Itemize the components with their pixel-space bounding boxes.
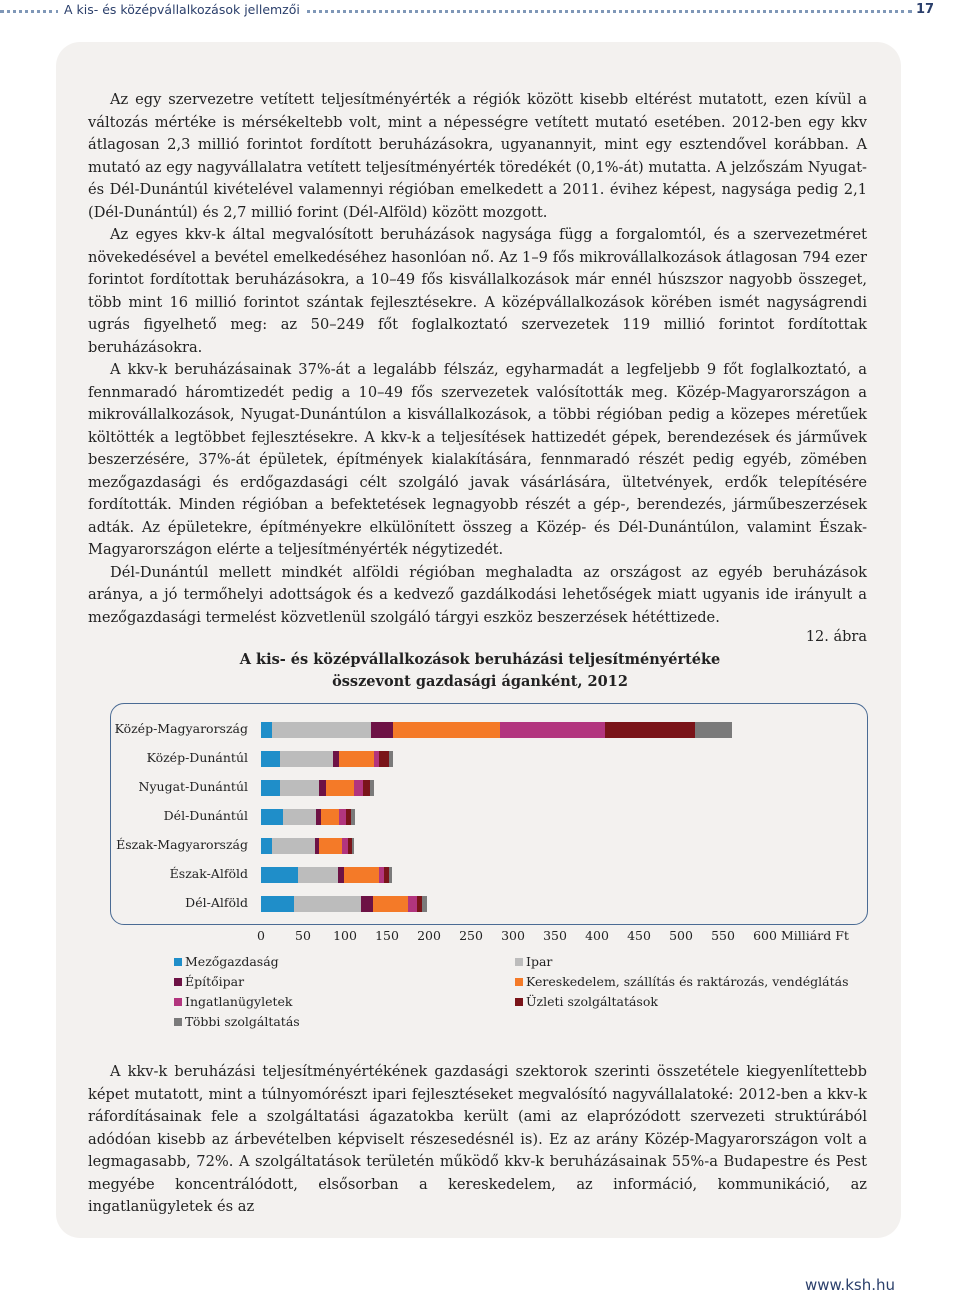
- category-label: Nyugat-Dunántúl: [138, 779, 248, 794]
- legend-item: [174, 974, 244, 989]
- legend-label: Többi szolgáltatás: [185, 1014, 300, 1029]
- legend-swatch: [174, 1018, 182, 1026]
- legend-item: [515, 954, 552, 969]
- bar-segment: [283, 809, 317, 825]
- bar-segment: [370, 780, 374, 796]
- x-tick-label: 400: [585, 928, 609, 943]
- bar-segment: [352, 838, 355, 854]
- category-label: Észak-Alföld: [169, 866, 248, 881]
- legend-swatch: [174, 998, 182, 1006]
- x-tick-label: 150: [375, 928, 399, 943]
- bar-segment: [280, 780, 319, 796]
- bar-segment: [261, 809, 283, 825]
- category-label: Észak-Magyarország: [116, 837, 248, 852]
- x-axis-unit: Milliárd Ft: [781, 928, 849, 943]
- bar-segment: [363, 780, 371, 796]
- legend-label: Üzleti szolgáltatások: [526, 994, 658, 1009]
- running-header-title: A kis- és középvállalkozások jellemzői: [58, 0, 306, 20]
- category-label: Közép-Dunántúl: [146, 750, 248, 765]
- legend-swatch: [174, 978, 182, 986]
- bar-segment: [319, 838, 342, 854]
- category-label: Dél-Dunántúl: [163, 808, 248, 823]
- legend-label: Mezőgazdaság: [185, 954, 279, 969]
- legend-label: Ipar: [526, 954, 553, 969]
- bar-segment: [326, 780, 355, 796]
- legend-label: Kereskedelem, szállítás és raktározás, vendéglátás: [526, 974, 849, 989]
- legend-label: Ingatlanügyletek: [185, 994, 293, 1009]
- bar-segment: [261, 780, 280, 796]
- page-number: 17: [912, 0, 938, 20]
- bar-segment: [272, 722, 371, 738]
- x-tick-label: 350: [543, 928, 567, 943]
- bar-segment: [389, 751, 393, 767]
- x-tick-label: 100: [333, 928, 357, 943]
- bar-segment: [351, 809, 355, 825]
- legend-item: [174, 994, 292, 1009]
- bar-segment: [389, 867, 392, 883]
- bar-segment: [422, 896, 427, 912]
- paragraph-1: Az egy szervezetre vetített teljesítményérték a régiók között kisebb eltérést mutatott, ezen kívül a változás mértéke is mérsékeltebb volt, mint a népességre vetített mutató esetében. 2012-ben egy kkv átlagosan 2,3 millió forintot fordított beruházásokra, ugyanannyit, mint egy esztendővel korábban. A mutató az egy nagyvállalatra vetített teljesítményérték töredékét (0,1%-át) mutatta. A jelzőszám Nyugat- és Dél-Dunántúl kivételével valamennyi régióban emelkedett a 2011. évihez képest, nagysága pedig 2,1 (Dél-Dunántúl) és 2,7 millió forint (Dél-Alföld) között mozgott.: [88, 91, 867, 221]
- x-tick-label: 300: [501, 928, 525, 943]
- bar-segment: [280, 751, 333, 767]
- bar-segment: [319, 780, 326, 796]
- bar-segment: [695, 722, 732, 738]
- paragraph-3: A kkv-k beruházásainak 37%-át a legalább félszáz, egyharmadát a legfeljebb 9 főt foglalkoztató, a fennmaradó háromtizedét pedig a 10–49 fős szervezetek valósították meg. Közép-Magyarországon a mikrovállalkozások, Nyugat-Dunántúlon a kisvállalkozások, a többi régióban pedig a közepes méretűek költötték a legtöbbet fejlesztésekre. A kkv-k a teljesítések hattizedét gépek, berendezések és járművek beszerzésére, 37%-át épületek, építmények kialakítására, fennmaradó részét pedig egyéb, zömében mezőgazdasági és erdőgazdasági célt szolgáló javak vásárlására, ültetvények, erdők telepítésére fordították. Minden régióban a befektetések legnagyobb részét a gép-, berendezés, járműbeszerzések adták. Az épületekre, építményekre elkülönített összeg a Közép- és Dél-Dunántúlon, valamint Észak-Magyarországon elérte a teljesítményérték négytizedét.: [88, 361, 867, 558]
- legend-item: [174, 1014, 300, 1029]
- header-dots-left: [0, 10, 60, 13]
- paragraph-4: Dél-Dunántúl mellett mindkét alföldi régióban meghaladta az országost az egyéb beruházások aránya, a jó termőhelyi adottságok és a kedvező gazdálkodási lehetőségek miatt ugyanis ide irányult a mezőgazdasági termelést közvetlenül szolgáló tárgyi eszköz beszerzések hététtizede.: [88, 563, 867, 626]
- chart-title: [200, 649, 760, 693]
- legend-item: [515, 974, 848, 989]
- bar-segment: [500, 722, 605, 738]
- body-text-top: [88, 89, 867, 629]
- category-label: Közép-Magyarország: [114, 721, 248, 736]
- paragraph-5: A kkv-k beruházási teljesítményértékének gazdasági szektorok szerinti összetétele kiegyenlítettebb képet mutatott, mint a túlnyomórészt ipari fejlesztéseket megvalósító nagyvállalatoké: 2012-ben a kkv-k ráfordításainak fele a szolgáltatási ágazatokba került (ami az elaprózódott szervezeti struktúrából adódóan kisebb az árbevételben képviselt részesedésnél is). Ez az arány Közép-Magyarországon volt a legmagasabb, 72%. A szolgáltatások területén működő kkv-k beruházásainak 55%-a Budapestre és Pest megyébe koncentrálódott, elsősorban a kereskedelem, az információ, kommunikáció, az ingatlanügyletek és az: [88, 1063, 867, 1215]
- chart-title-line-2: összevont gazdasági áganként, 2012: [332, 673, 628, 690]
- legend-swatch: [515, 998, 523, 1006]
- footer-url[interactable]: www.ksh.hu: [805, 1276, 895, 1294]
- bar-segment: [261, 867, 298, 883]
- x-tick-label: 450: [627, 928, 651, 943]
- bar-segment: [373, 896, 408, 912]
- x-tick-label: 500: [669, 928, 693, 943]
- bar-segment: [261, 722, 272, 738]
- bar-segment: [371, 722, 393, 738]
- bar-segment: [344, 867, 378, 883]
- bar-segment: [393, 722, 500, 738]
- body-text-bottom: [88, 1061, 867, 1219]
- bar-segment: [354, 780, 362, 796]
- x-tick-label: 0: [257, 928, 265, 943]
- x-tick-label: 50: [295, 928, 311, 943]
- legend-swatch: [174, 958, 182, 966]
- x-tick-label: 250: [459, 928, 483, 943]
- category-label: Dél-Alföld: [185, 895, 248, 910]
- legend-swatch: [515, 958, 523, 966]
- bar-segment: [361, 896, 373, 912]
- legend-label: Építőipar: [185, 974, 245, 989]
- x-tick-label: 550: [711, 928, 735, 943]
- legend-item: [515, 994, 658, 1009]
- paragraph-2: Az egyes kkv-k által megvalósított beruházások nagysága függ a forgalomtól, és a szervezetméret növekedésével a bevétel emelkedéséhez hasonlóan nő. Az 1–9 fős mikrovállalkozások átlagosan 794 ezer forintot fordítottak beruházásokra, a 10–49 fős kisvállalkozások már ennél húszszor nagyobb összeget, több mint 16 millió forintot szántak fejlesztésekre. A középvállalkozások körében ismét nagyságrendi ugrás figyelhető meg: az 50–249 főt foglalkoztató szervezetek 119 millió forintot fordítottak beruházásokra.: [88, 226, 867, 356]
- bar-segment: [339, 809, 346, 825]
- bar-segment: [339, 751, 373, 767]
- chart-title-line-1: A kis- és középvállalkozások beruházási teljesítményértéke: [239, 651, 721, 668]
- bar-segment: [408, 896, 417, 912]
- bar-segment: [261, 751, 280, 767]
- bar-segment: [272, 838, 315, 854]
- bar-segment: [379, 751, 389, 767]
- bar-segment: [605, 722, 696, 738]
- bar-segment: [261, 838, 272, 854]
- x-tick-label: 200: [417, 928, 441, 943]
- legend-swatch: [515, 978, 523, 986]
- bar-segment: [294, 896, 361, 912]
- bar-segment: [321, 809, 339, 825]
- legend-item: [174, 954, 279, 969]
- x-tick-label: 600: [753, 928, 777, 943]
- figure-number: 12. ábra: [805, 629, 867, 645]
- header-dots-right: [300, 10, 912, 13]
- bar-segment: [261, 896, 294, 912]
- bar-segment: [298, 867, 338, 883]
